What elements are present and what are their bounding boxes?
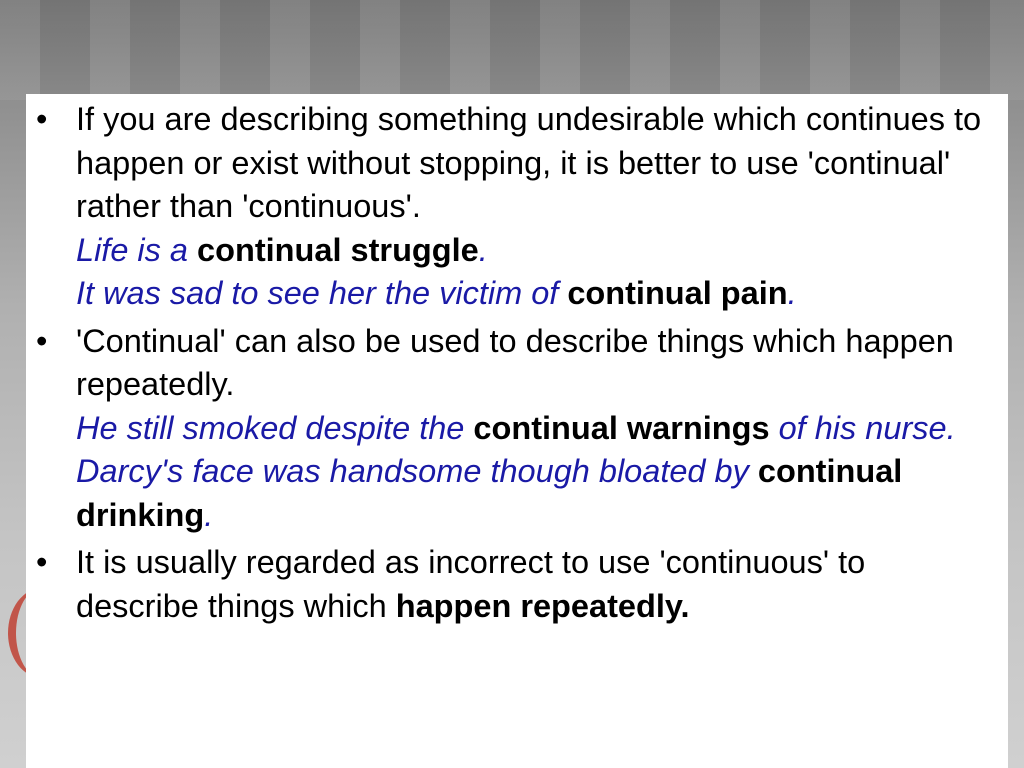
example-sentence: It was sad to see her the victim of continual pain. xyxy=(76,275,797,311)
example-sentence: Life is a continual struggle. xyxy=(76,231,488,268)
bullet-point-2 xyxy=(26,320,1008,538)
bullet-point-3 xyxy=(26,541,1008,628)
bullet-point-1 xyxy=(26,98,1008,316)
bullet-text: If you are describing something undesirable which continues to happen or exist without stopping, it is better to use 'continual' rather than 'continuous'. xyxy=(76,101,982,224)
bullet-marker: • xyxy=(36,322,48,359)
bullet-marker: • xyxy=(36,544,48,580)
bullet-text: It is usually regarded as incorrect to use 'continuous' to describe things which xyxy=(76,544,866,624)
bullet-text: 'Continual' can also be used to describe things which happen repeatedly. xyxy=(76,322,954,402)
example-sentence: He still smoked despite the continual warnings of his nurse. xyxy=(76,409,956,446)
slide-content xyxy=(26,94,1008,768)
bullet-emphasis: happen repeatedly. xyxy=(395,587,690,624)
background-texture xyxy=(0,0,1024,100)
bullet-marker: • xyxy=(36,101,48,137)
example-sentence: Darcy's face was handsome though bloated by continual drinking. xyxy=(76,453,903,533)
bullet-list xyxy=(26,98,1008,632)
